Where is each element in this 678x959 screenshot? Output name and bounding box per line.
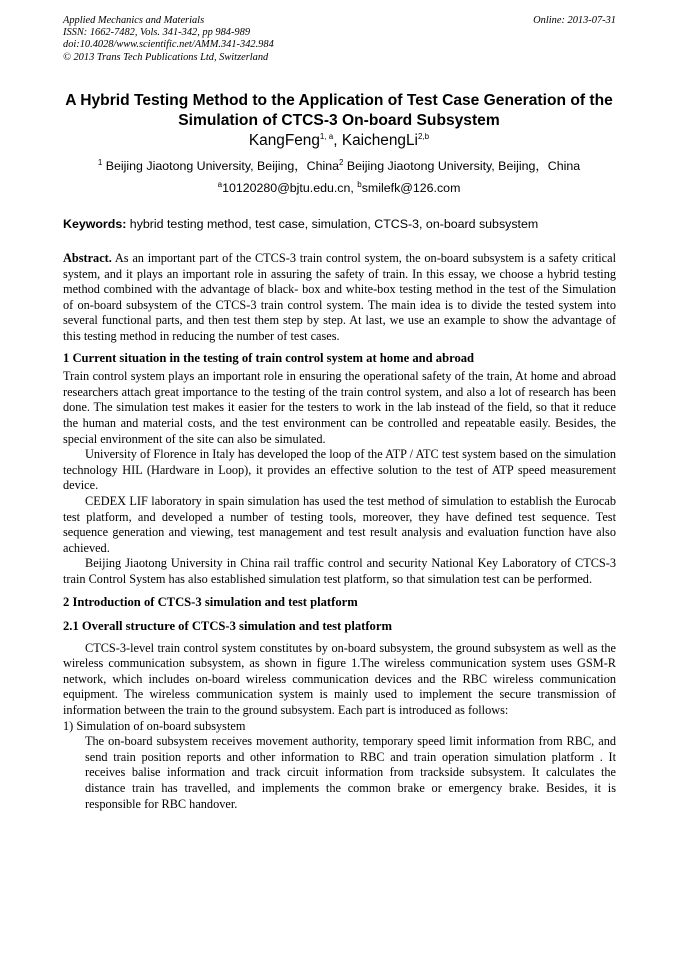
author-separator: , <box>333 132 342 149</box>
email-b-sup: b <box>357 179 362 189</box>
section-2-heading: 2 Introduction of CTCS-3 simulation and test platform <box>63 595 358 610</box>
paper-body <box>63 251 616 812</box>
list-item-1-text: The on-board subsystem receives movement authority, temporary speed limit information from RBC, and send train position reports and other information to RBC and train operation simulation platform . It receives balise information and track circuit information from trackside subsystem. It calculates the distance train has travelled, and implements the common brake or emergency brake. Besides, it is responsible for RBC handover. <box>85 734 616 811</box>
paper-title: A Hybrid Testing Method to the Application of Test Case Generation of the Simulation of CTCS-3 On-board Subsystem <box>65 92 613 129</box>
email-a-sup: a <box>217 179 223 189</box>
author-line <box>40 131 638 151</box>
abstract-text: As an important part of the CTCS-3 train control system, the on-board subsystem is a safety critical system, and it plays an important role in assuring the safety of train. In this essay, we choose a hybrid testing method combined with the advantage of black- box and white-box testing method in the test of the Simulation of on-board subsystem of the CTCS-3 train control system. The main idea is to divide the tested system into several functional parts, and then test them step by step. At last, we use an example to show the advantage of this testing method in reducing the number of test cases. <box>63 251 616 343</box>
affiliation-1: Beijing Jiaotong University, Beijing，China <box>102 159 339 173</box>
keywords-line <box>63 216 616 232</box>
author-1-name: KangFeng <box>248 132 320 149</box>
affiliation-line <box>40 158 638 174</box>
section-1-paragraph-1: Train control system plays an important role in ensuring the operational safety of the train, At home and abroad researchers attach great importance to the testing of the train control system, and also a lot of research has been done. The simulation test makes it easier for the testers to work in the lab instead of the field, so that it reduce the human and material costs, and the test environment can be controlled and repeatable easily. Besides, the special environment of the site can also be simulated. <box>63 369 616 446</box>
section-1-paragraph-3: CEDEX LIF laboratory in spain simulation has used the test method of simulation to establish the Eurocab test platform, and developed a number of testing tools, moreover, they have defined test sequence. Test sequence generation and viewing, test management and test result analysis and evaluation function have also achieved. <box>63 493 616 555</box>
abstract-label: Abstract. <box>63 251 112 265</box>
section-1-paragraph-4: Beijing Jiaotong University in China rail traffic control and security National Key Laboratory of CTCS-3 train Control System has also established simulation test platform, so that simulation test can be performed. <box>63 556 616 586</box>
journal-name: Applied Mechanics and Materials <box>63 15 205 26</box>
doi-line: doi:10.4028/www.scientific.net/AMM.341-342.984 <box>63 39 274 51</box>
email-line <box>40 180 638 196</box>
keywords-text: hybrid testing method, test case, simulation, CTCS-3, on-board subsystem <box>126 217 539 231</box>
journal-header <box>63 15 616 64</box>
affiliation-2: Beijing Jiaotong University, Beijing，China <box>343 159 581 173</box>
affiliation-2-sup: 2 <box>339 157 344 167</box>
author-2-name: KaichengLi <box>341 132 418 149</box>
section-2-1-paragraph-1: CTCS-3-level train control system constitutes by on-board subsystem, the ground subsystem as well as the wireless communication subsystem, as shown in figure 1.The wireless communication system uses GSM-R network, which includes on-board wireless communication devices and the RBC wireless communication equipment. The wireless communication system is mainly used to implement the secure transmission of information between the train to the ground subsystem. Each part is introduced as follows: <box>63 640 616 718</box>
online-date: Online: 2013-07-31 <box>533 15 616 26</box>
section-1-paragraph-2: University of Florence in Italy has developed the loop of the ATP / ATC test system based on the simulation technology HIL (Hardware in Loop), it provides an effective solution to the test of ATP speed measurement device. <box>63 447 616 493</box>
section-1-heading: 1 Current situation in the testing of train control system at home and abroad <box>63 350 475 365</box>
abstract-paragraph <box>63 251 616 345</box>
issn-line: ISSN: 1662-7482, Vols. 341-342, pp 984-989 <box>63 27 251 39</box>
affiliation-1-sup: 1 <box>97 157 103 167</box>
email-b: smilefk@126.com <box>361 181 461 195</box>
keywords-label: Keywords: <box>63 217 127 231</box>
section-2-1-heading: 2.1 Overall structure of CTCS-3 simulation and test platform <box>63 619 392 634</box>
copyright-line: © 2013 Trans Tech Publications Ltd, Switzerland <box>63 51 269 63</box>
author-2-sup: 2,b <box>417 131 430 141</box>
list-item-1-label: 1) Simulation of on-board subsystem <box>63 718 246 733</box>
author-1-sup: 1, a <box>319 131 334 141</box>
email-a: 10120280@bjtu.edu.cn, <box>222 181 358 195</box>
